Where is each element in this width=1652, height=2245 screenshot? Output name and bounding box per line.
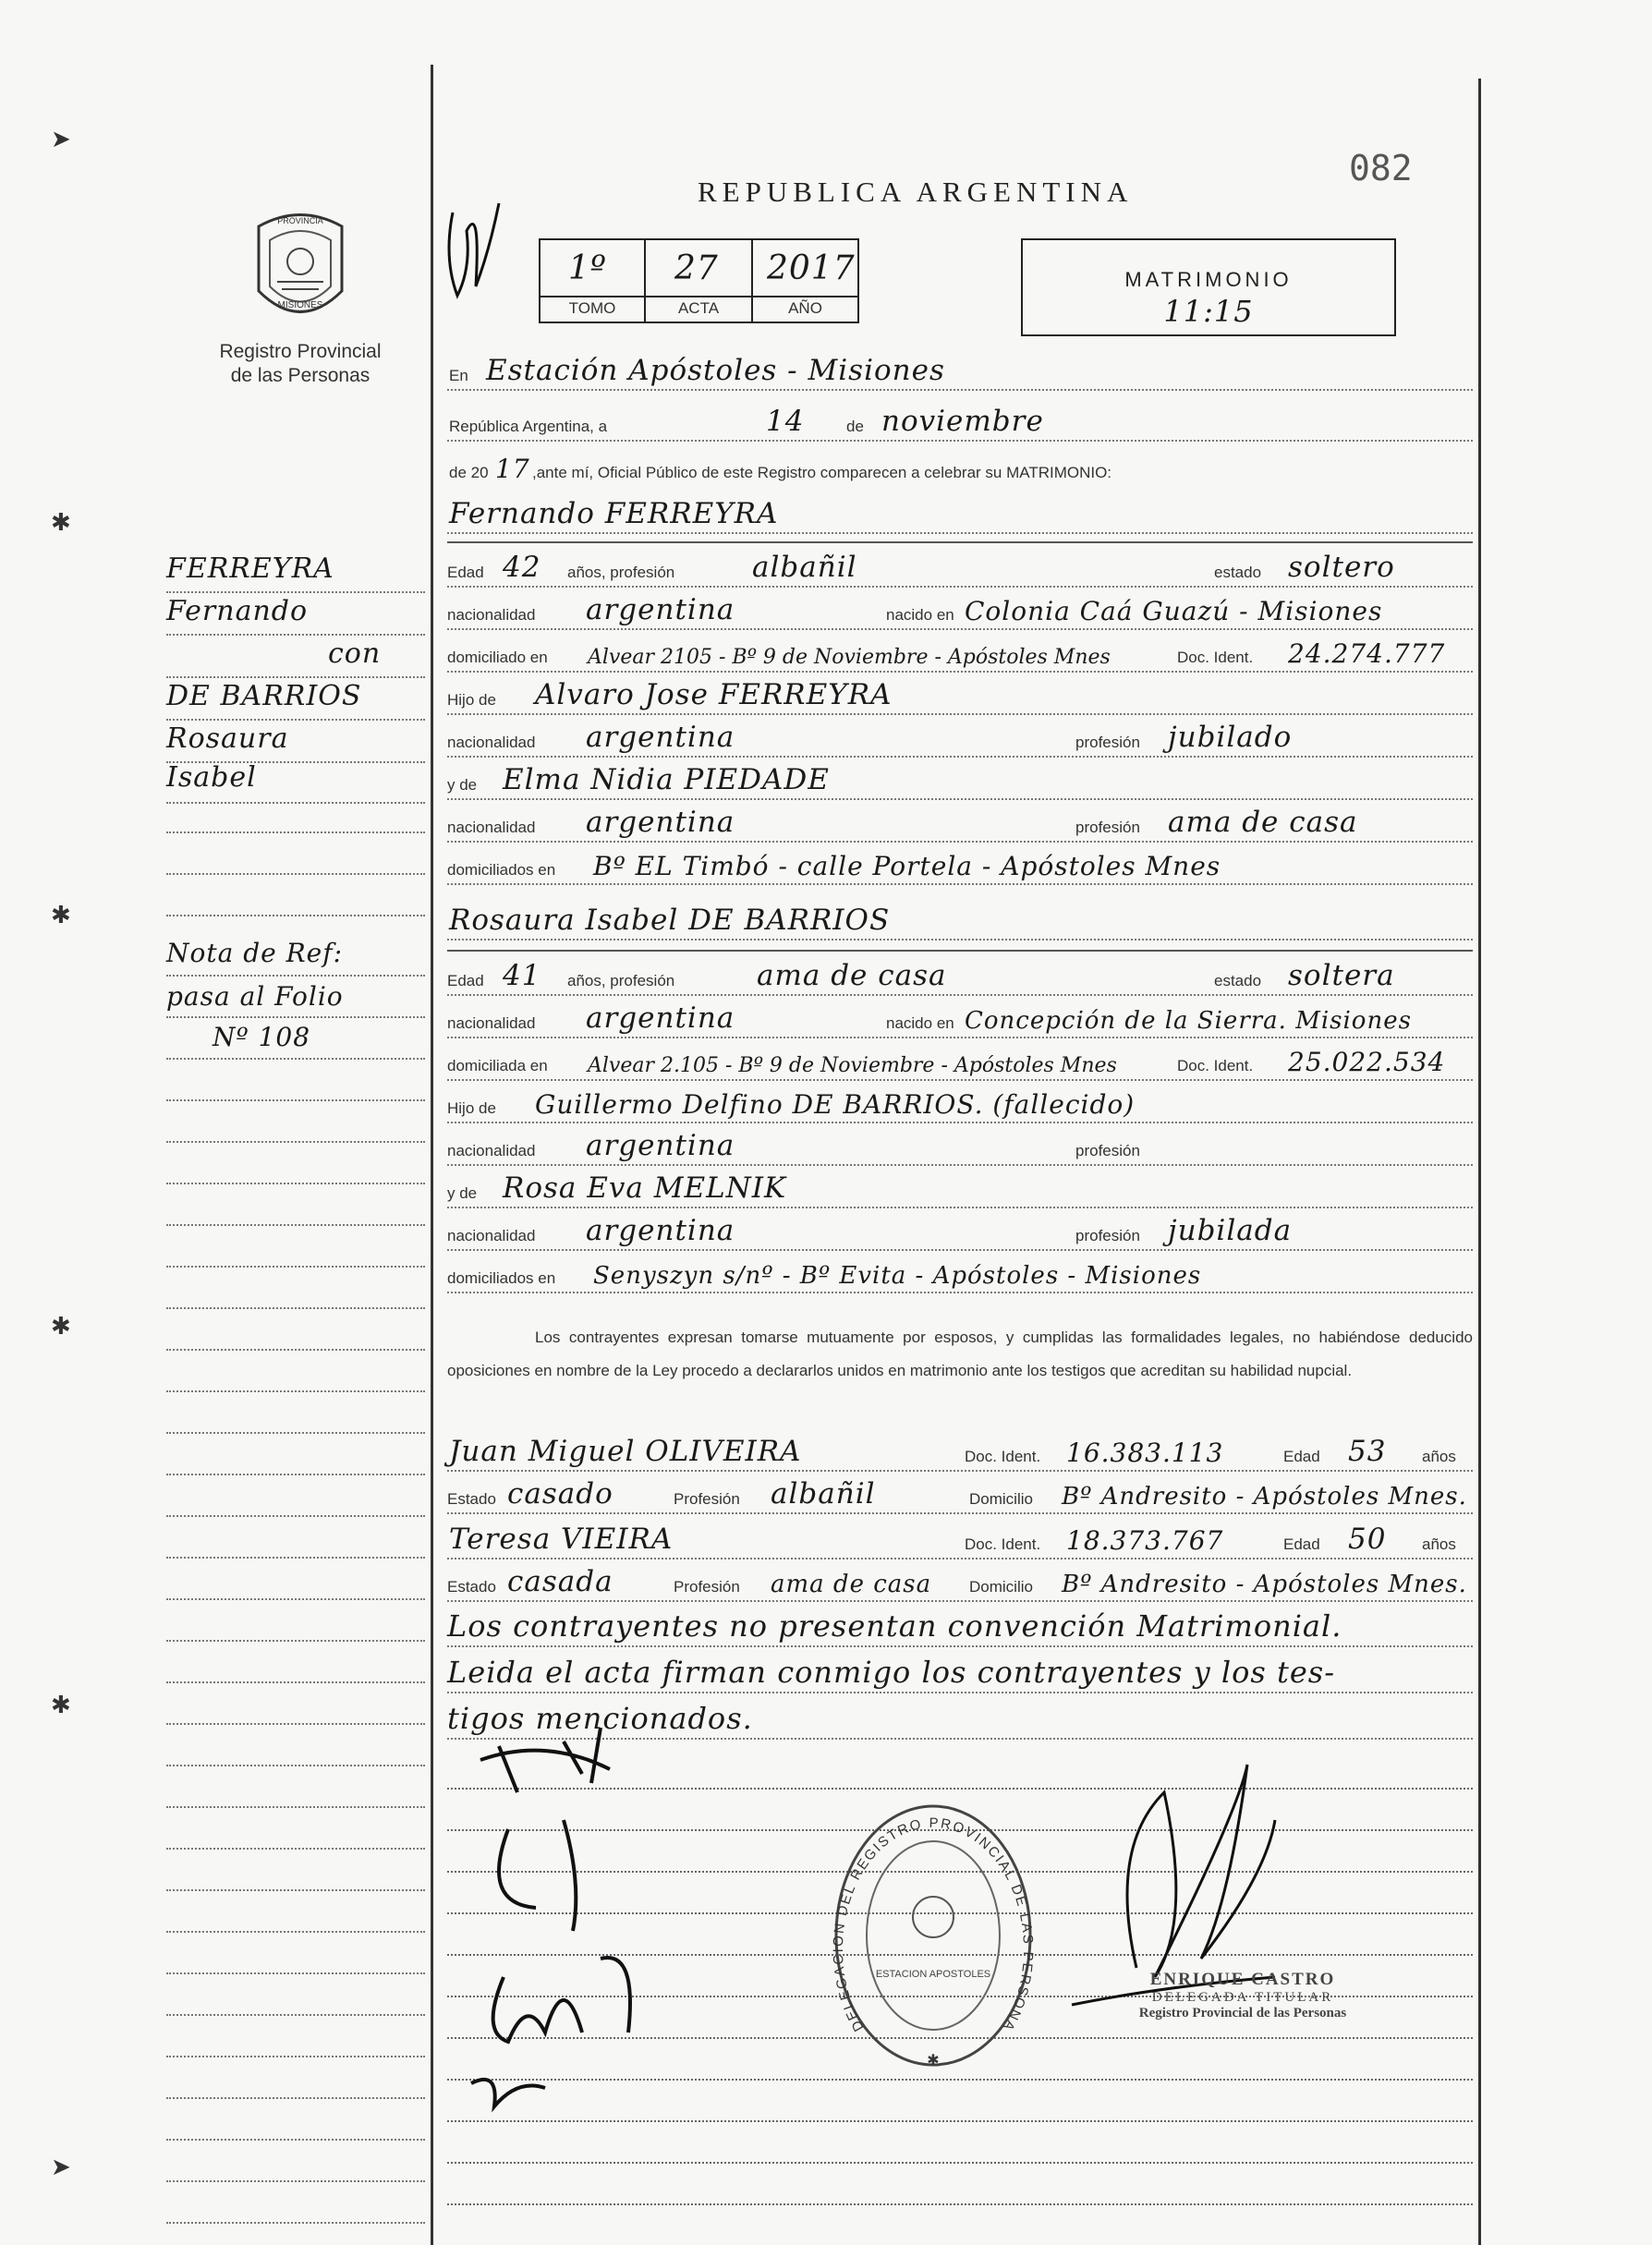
- bride-age-row: Edad 41 años, profesión ama de casa estado soltera: [447, 961, 1473, 1000]
- place-row: [447, 356, 1473, 394]
- bride-name: Rosaura Isabel DE BARRIOS: [449, 904, 891, 937]
- country-label: República Argentina, a: [449, 418, 608, 435]
- witness1-profession: albañil: [771, 1477, 876, 1511]
- pin-mark: ✱: [51, 1691, 71, 1718]
- official-name-stamp: [1090, 1970, 1395, 2021]
- registry-name-line2: de las Personas: [230, 365, 370, 386]
- seal-ring-text: DELEGACION DEL REGISTRO PROVINCIAL DE LAS PERSONA: [830, 1814, 1037, 2035]
- witness2-profession: ama de casa: [771, 1571, 932, 1598]
- groom-father-profession: jubilado: [1168, 721, 1293, 754]
- closing-line2-row: [447, 1655, 1473, 1697]
- record-time: 11:15: [1163, 294, 1254, 329]
- initials-signature: [434, 185, 508, 319]
- groom-mother-row: y de Elma Nidia PIEDADE: [447, 765, 1473, 804]
- bride-address-row: domiciliada en Alvear 2.105 - Bº 9 de Noviembre - Apóstoles Mnes Doc. Ident. 25.022.534: [447, 1046, 1473, 1085]
- official-name: ENRIQUE CASTRO: [1149, 1970, 1336, 1989]
- seal-inner-text: ESTACION APOSTOLES: [875, 1969, 991, 1980]
- groom-father-nat-row: nacionalidad argentina profesión jubilado: [447, 722, 1473, 761]
- bride-birthplace: Concepción de la Sierra. Misiones: [965, 1007, 1412, 1035]
- place-value: Estación Apóstoles - Misiones: [486, 354, 945, 387]
- tomo-value: 1º: [568, 249, 607, 287]
- bride-mother: Rosa Eva MELNIK: [503, 1171, 787, 1205]
- bride-father-nationality: argentina: [586, 1129, 735, 1162]
- groom-name-row: [447, 499, 1473, 538]
- pin-mark: ✱: [51, 1312, 71, 1340]
- bride-status: soltera: [1288, 959, 1395, 992]
- bride-age: 41: [503, 959, 541, 992]
- declaration-text: Los contrayentes expresan tomarse mutuamente por esposos, y cumplidas las formalidades legales, no habiéndose deducido oposiciones en nombre de la Ley procedo a declararlos unidos en matrimonio ante los testigos que acreditan su habilidad nupcial.: [447, 1329, 1473, 1379]
- bride-mother-nat-row: nacionalidad argentina profesión jubilada: [447, 1216, 1473, 1255]
- groom-nationality: argentina: [586, 593, 735, 626]
- pin-mark: ✱: [51, 508, 71, 536]
- groom-father-row: Hijo de Alvaro Jose FERREYRA: [447, 680, 1473, 719]
- margin-surname1: FERREYRA: [166, 552, 334, 585]
- closing-line1-row: [447, 1608, 1473, 1651]
- margin-surname2: DE BARRIOS: [166, 680, 362, 712]
- witness2-age: 50: [1348, 1523, 1387, 1556]
- groom-address-row: domiciliado en Alvear 2105 - Bº 9 de Noviembre - Apóstoles Mnes Doc. Ident. 24.274.777: [447, 637, 1473, 676]
- margin-note-line2: pasa al Folio: [166, 981, 344, 1012]
- bride-father: Guillermo Delfino DE BARRIOS. (fallecido): [535, 1089, 1136, 1120]
- page-border: [1478, 79, 1481, 2245]
- groom-name: Fernando FERREYRA: [449, 497, 779, 530]
- margin-note-line1: Nota de Ref:: [166, 938, 344, 968]
- groom-age-row: Edad 42 años, profesión albañil estado soltero: [447, 552, 1473, 591]
- bride-address: Alvear 2.105 - Bº 9 de Noviembre - Apóstoles Mnes: [588, 1054, 1117, 1077]
- groom-doc: 24.274.777: [1288, 638, 1446, 669]
- day-value: 14: [766, 405, 805, 438]
- bride-mother-profession: jubilada: [1168, 1214, 1293, 1247]
- groom-parents-address-row: domiciliados en Bº EL Timbó - calle Portela - Apóstoles Mnes: [447, 850, 1473, 889]
- groom-status: soltero: [1288, 551, 1395, 584]
- groom-father: Alvaro Jose FERREYRA: [535, 678, 893, 711]
- groom-nationality-row: nacionalidad argentina nacido en Colonia Caá Guazú - Misiones: [447, 595, 1473, 634]
- bride-profession: ama de casa: [757, 959, 947, 992]
- closing-line1: Los contrayentes no presentan convención Matrimonial.: [447, 1608, 1342, 1644]
- margin-given2a: Rosaura: [166, 722, 289, 755]
- intro-statement: ,ante mí, Oficial Público de este Registro comparecen a celebrar su MATRIMONIO:: [532, 464, 1112, 481]
- tomo-label: TOMO: [568, 299, 616, 317]
- year-suffix: 17: [495, 454, 530, 484]
- record-type-box: [1021, 238, 1396, 336]
- official-title: DELEGADA TITULAR: [1151, 1990, 1334, 2005]
- year-row: [447, 453, 1473, 491]
- month-value: noviembre: [881, 405, 1044, 438]
- seal-text-top: PROVINCIA: [277, 216, 323, 225]
- record-type-label: MATRIMONIO: [1124, 268, 1293, 291]
- bride-name-row: [447, 905, 1473, 944]
- witness2-status: casada: [507, 1565, 613, 1598]
- groom-father-nationality: argentina: [586, 721, 735, 754]
- bride-doc: 25.022.534: [1288, 1047, 1446, 1077]
- registry-name: [189, 340, 411, 388]
- margin-con: con: [328, 637, 382, 670]
- margin-rule: [431, 65, 433, 2245]
- witness2-name-row: Teresa VIEIRA Doc. Ident. 18.373.767 Edad 50 años: [447, 1524, 1473, 1563]
- seal-text-bottom: MISIONES: [277, 300, 323, 310]
- country-title: REPUBLICA ARGENTINA: [698, 176, 1134, 208]
- groom-mother-profession: ama de casa: [1168, 806, 1358, 839]
- provincial-seal: [249, 208, 351, 328]
- witness1-name: Juan Miguel OLIVEIRA: [449, 1435, 802, 1468]
- svg-text:✱: ✱: [927, 2053, 940, 2069]
- groom-birthplace: Colonia Caá Guazú - Misiones: [965, 596, 1383, 626]
- witness1-doc: 16.383.113: [1066, 1438, 1224, 1468]
- margin-given2b: Isabel: [166, 761, 257, 794]
- witness1-details-row: Estado casado Profesión albañil Domicilio Bº Andresito - Apóstoles Mnes.: [447, 1479, 1473, 1518]
- groom-profession: albañil: [752, 551, 857, 584]
- bride-nationality: argentina: [586, 1001, 735, 1035]
- witness1-name-row: Juan Miguel OLIVEIRA Doc. Ident. 16.383.113 Edad 53 años: [447, 1437, 1473, 1475]
- record-number-box: [539, 238, 859, 323]
- pin-mark: ➤: [51, 2153, 71, 2180]
- acta-label: ACTA: [677, 299, 720, 317]
- closing-line3: tigos mencionados.: [447, 1701, 753, 1736]
- witness2-details-row: Estado casada Profesión ama de casa Domicilio Bº Andresito - Apóstoles Mnes.: [447, 1567, 1473, 1606]
- groom-parents-address: Bº EL Timbó - calle Portela - Apóstoles Mnes: [593, 851, 1221, 881]
- witness2-address: Bº Andresito - Apóstoles Mnes.: [1062, 1571, 1467, 1598]
- witness2-doc: 18.373.767: [1066, 1525, 1224, 1556]
- bride-father-nat-row: nacionalidad argentina profesión: [447, 1131, 1473, 1170]
- bride-parents-address: Senyszyn s/nº - Bº Evita - Apóstoles - Misiones: [593, 1262, 1202, 1290]
- witness2-name: Teresa VIEIRA: [449, 1523, 674, 1556]
- acta-value: 27: [674, 249, 719, 287]
- margin-given1: Fernando: [166, 595, 309, 627]
- de-label: de: [846, 418, 864, 435]
- groom-age: 42: [503, 551, 541, 584]
- en-label: En: [449, 367, 468, 384]
- bride-nationality-row: nacionalidad argentina nacido en Concepción de la Sierra. Misiones: [447, 1003, 1473, 1042]
- round-stamp: [827, 1797, 1039, 2079]
- svg-text:DELEGACION DEL REGISTRO PROVIN: [827, 1797, 1036, 2034]
- groom-mother: Elma Nidia PIEDADE: [503, 763, 830, 796]
- bride-father-row: Hijo de Guillermo Delfino DE BARRIOS. (fallecido): [447, 1088, 1473, 1127]
- witness1-address: Bº Andresito - Apóstoles Mnes.: [1062, 1483, 1467, 1511]
- bride-mother-row: y de Rosa Eva MELNIK: [447, 1173, 1473, 1212]
- margin-note-line3: Nº 108: [213, 1022, 311, 1052]
- witness1-status: casado: [507, 1477, 613, 1511]
- groom-mother-nat-row: nacionalidad argentina profesión ama de casa: [447, 807, 1473, 846]
- witness1-age: 53: [1348, 1435, 1387, 1468]
- date-row: [447, 407, 1473, 445]
- bride-parents-address-row: domiciliados en Senyszyn s/nº - Bº Evita - Apóstoles - Misiones: [447, 1258, 1473, 1297]
- groom-mother-nationality: argentina: [586, 806, 735, 839]
- bride-mother-nationality: argentina: [586, 1214, 735, 1247]
- ano-label: AÑO: [788, 299, 822, 317]
- pin-mark: ✱: [51, 901, 71, 928]
- page-number: 082: [1349, 148, 1413, 188]
- ano-value: 2017: [767, 249, 856, 287]
- year-prefix: de 20: [449, 464, 489, 481]
- official-office: Registro Provincial de las Personas: [1138, 2006, 1347, 2020]
- closing-line2: Leida el acta firman conmigo los contrayentes y los tes-: [447, 1655, 1335, 1690]
- registry-name-line1: Registro Provincial: [219, 341, 382, 362]
- party-signatures: [443, 1718, 684, 2130]
- groom-address: Alvear 2105 - Bº 9 de Noviembre - Apóstoles Mnes: [588, 646, 1111, 669]
- pin-mark: ➤: [51, 125, 71, 152]
